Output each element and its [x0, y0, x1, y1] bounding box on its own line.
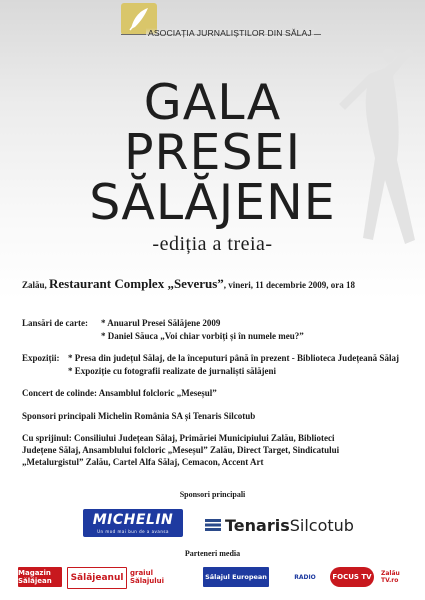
- tenaris-logo: [205, 510, 360, 540]
- sponsors-heading: Sponsori principali: [179, 490, 246, 499]
- main-sponsors-line: Sponsori principali Michelin România SA și Tenaris Silcotub: [22, 411, 256, 421]
- association-name: ASOCIAȚIA JURNALIȘTILOR DIN SĂLAJ: [148, 28, 312, 38]
- media-logo-magazin: Magazin Sălăjean: [18, 567, 62, 587]
- title-line-3: SĂLĂJENE: [89, 174, 336, 231]
- book-launch-item-2: * Daniel Săuca „Voi chiar vorbiți și în numele meu?”: [101, 331, 304, 341]
- support-line-2: Județene Sălaj, Ansamblului folcloric „Meseșul” Zalău, Direct Target, Sindicatului: [22, 445, 340, 455]
- tenaris-wordmark: TenarisSilcotub: [225, 515, 354, 535]
- event-details: [22, 275, 355, 292]
- tenaris-mark-icon: [205, 519, 221, 531]
- exhibition-item-2: * Expoziție cu fotografii realizate de jurnaliști sălăjeni: [68, 366, 277, 376]
- edition-subtitle: -ediția a treia-: [152, 233, 273, 255]
- media-logo-salajeanul: Sălăjeanul: [67, 567, 127, 589]
- michelin-tagline: Un mod mai bun de a avansa: [97, 529, 169, 534]
- michelin-logo: [83, 509, 183, 537]
- concert-line: Concert de colinde: Ansamblul folcloric „Meseșul”: [22, 388, 217, 398]
- support-line-3: „Metalurgistul” Zalău, Cartel Alfa Sălaj, Cemacon, Accent Art: [22, 457, 264, 467]
- media-logo-zalau-tv: Zalău TV.ro: [381, 567, 413, 587]
- title-line-1: GALA: [143, 74, 282, 131]
- event-place: Zalău,: [22, 280, 47, 290]
- michelin-wordmark: MICHELIN: [92, 512, 174, 528]
- book-launches-label: Lansări de carte:: [22, 318, 88, 328]
- book-launch-item-1: * Anuarul Presei Sălăjene 2009: [101, 318, 221, 328]
- media-logo-salajul-european: Sălajul European: [203, 567, 269, 587]
- event-venue: Restaurant Complex „Severus”: [49, 276, 224, 291]
- media-logo-focus-tv: FOCUS TV: [330, 567, 374, 587]
- media-logo-radio: RADIO: [284, 567, 326, 587]
- media-heading: Parteneri media: [184, 549, 241, 558]
- support-line-1: Cu sprijinul: Consiliului Județean Sălaj, Primăriei Municipiului Zalău, Biblioteci: [22, 433, 335, 443]
- exhibition-item-1: * Presa din județul Sălaj, de la începuturi până în prezent - Biblioteca Județeană Sălaj: [68, 353, 399, 363]
- event-date: , vineri, 11 decembrie 2009, ora 18: [223, 280, 356, 290]
- media-logo-graiul: graiul Sălajului: [130, 567, 178, 587]
- title-line-2: PRESEI: [123, 124, 302, 181]
- exhibitions-label: Expoziții:: [22, 353, 60, 363]
